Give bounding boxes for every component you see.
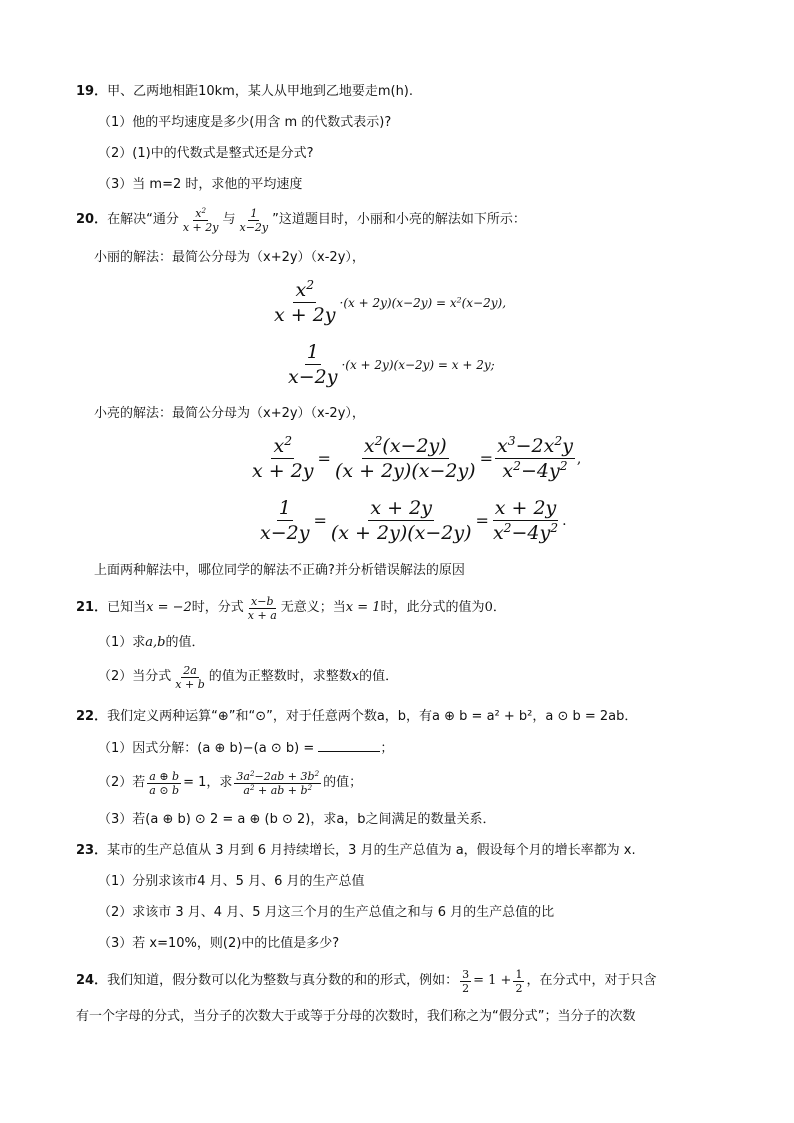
fraction-3-over-2: $\frac{3}{2}$ bbox=[462, 967, 470, 995]
question-number: 21． bbox=[76, 600, 108, 615]
q21-text-c: 无意义；当 bbox=[280, 600, 346, 615]
q20-stem bbox=[76, 203, 526, 237]
q24-equation: = 1 + bbox=[473, 973, 512, 988]
q21-part1-vars: a,b bbox=[145, 635, 166, 650]
q23-part1: （1）分别求该市4 月、5 月、6 月的生产总值 bbox=[98, 874, 365, 889]
q21-part1-b: 的值． bbox=[165, 635, 205, 650]
q21-text-a: 已知当 bbox=[107, 600, 147, 615]
q21-part2 bbox=[98, 660, 398, 694]
q22-stem-text: 我们定义两种运算“⊕”和“⊙”，对于任意两个数a，b，有a ⊕ b = a² + b²，a ⊙ b = 2ab． bbox=[107, 709, 638, 724]
fraction-quadratic-ratio: $\frac{3a^2-2ab + 3b^2}{a^2 + ab + b^2}$ bbox=[236, 768, 320, 797]
xiaoli-method: 小丽的解法：最简公分母为（x+2y）（x-2y）， bbox=[94, 250, 365, 265]
fraction-1-over-x-minus-2y: $\frac{1}{x-2y}$ bbox=[288, 341, 338, 388]
question-number: 24． bbox=[76, 973, 108, 988]
q19-stem bbox=[76, 82, 413, 102]
answer-blank[interactable] bbox=[318, 737, 380, 752]
fraction-x2-over-x-plus-2y: $\frac{x^2}{x + 2y}$ bbox=[182, 205, 219, 234]
fraction-1-over-x-minus-2y: $\frac{1}{x-2y}$ bbox=[239, 206, 269, 234]
q21-value: 0 bbox=[484, 600, 493, 615]
q22-stem bbox=[76, 707, 637, 727]
q24-line2: 有一个字母的分式，当分子的次数大于或等于分母的次数时，我们称之为“假分式”；当分子的次数 bbox=[76, 1009, 636, 1024]
q22-part3: （3）若(a ⊕ b) ⊙ 2 = a ⊕ (b ⊙ 2)，求a，b之间满足的数量关系． bbox=[98, 812, 496, 827]
q22-part1-b: ； bbox=[380, 741, 394, 756]
q21-part2-a: （2）当分式 bbox=[98, 669, 172, 684]
q21-text-b: 时，分式 bbox=[191, 600, 244, 615]
xiaoli-equation-1: $\frac{x^2}{x + 2y}$ $\cdot(x + 2y)(x-2y) = x^2(x-2y)$, bbox=[274, 278, 507, 326]
fraction-result-1: $\frac{x^3-2x^2y}{x^2-4y^2}$ bbox=[497, 434, 573, 482]
q20-intro-c: ”这道题目时，小丽和小亮的解法如下所示： bbox=[272, 212, 526, 227]
q21-text-e: ． bbox=[492, 600, 506, 615]
q23-stem-text: 某市的生产总值从 3 月到 6 月持续增长，3 月的生产总值为 a，假设每个月的增长率都为 x. bbox=[107, 843, 636, 858]
q21-part1-a: （1）求 bbox=[98, 635, 146, 650]
question-number: 20． bbox=[76, 212, 108, 227]
q24-stem bbox=[76, 963, 656, 999]
q21-part2-var: x bbox=[351, 669, 360, 684]
xiaoliang-method: 小亮的解法：最简公分母为（x+2y）（x-2y）， bbox=[94, 406, 365, 421]
q19-part3: （3）当 m=2 时，求他的平均速度 bbox=[98, 177, 303, 192]
q23-stem bbox=[76, 841, 636, 861]
q22-part1 bbox=[98, 737, 393, 759]
fraction-1-over-x-minus-2y: $\frac{1}{x-2y}$ bbox=[260, 497, 310, 544]
fraction-x2-over-x-plus-2y: $\frac{x^2}{x + 2y}$ bbox=[274, 278, 336, 326]
q21-text-d: 时，此分式的值为 bbox=[380, 600, 485, 615]
q22-part2 bbox=[98, 763, 362, 803]
q19-part2: （2）(1)中的代数式是整式还是分式? bbox=[98, 146, 314, 161]
fraction-x2-over-x-plus-2y: $\frac{x^2}{x + 2y}$ bbox=[252, 434, 314, 482]
xiaoli-equation-2: $\frac{1}{x-2y}$ ·(x + 2y)(x−2y) = x + 2y; bbox=[288, 341, 495, 388]
q20-intro-b: 与 bbox=[222, 212, 236, 227]
fraction-expanded-2: $\frac{x + 2y}{(x + 2y)(x-2y)}$ bbox=[330, 497, 472, 544]
q21-condition-2: x = 1 bbox=[345, 600, 381, 615]
q22-part2-c: 的值； bbox=[323, 775, 363, 790]
q21-part2-c: 的值． bbox=[359, 669, 399, 684]
question-number: 19． bbox=[76, 84, 108, 99]
fraction-x-minus-b-over-x-plus-a: $\frac{x-b}{x + a}$ bbox=[247, 594, 277, 622]
q20-intro-a: 在解决“通分 bbox=[107, 212, 179, 227]
fraction-expanded-1: $\frac{x^2(x-2y)}{(x + 2y)(x-2y)}$ bbox=[334, 434, 476, 482]
fraction-1-over-2: $\frac{1}{2}$ bbox=[515, 967, 523, 995]
q19-stem-text: 甲、乙两地相距10km，某人从甲地到乙地要走m(h). bbox=[107, 84, 414, 99]
q19-part1: （1）他的平均速度是多少(用含 m 的代数式表示)? bbox=[98, 115, 392, 130]
q21-part1 bbox=[98, 633, 205, 653]
xiaoliang-equation-1: $\frac{x^2}{x + 2y}$ = $\frac{x^2(x-2y)}{(x + 2y)(x-2y)}$ = $\frac{x^3-2x^2y}{x^2-4y^2}$ , bbox=[252, 434, 582, 482]
q23-part3: （3）若 x=10%，则(2)中的比值是多少? bbox=[98, 936, 340, 951]
fraction-oplus-over-odot: $\frac{a \oplus b}{a ⊙ b}$ bbox=[149, 769, 180, 797]
xiaoliang-equation-2: $\frac{1}{x-2y}$ = $\frac{x + 2y}{(x + 2y)(x-2y)}$ = $\frac{x + 2y}{x^2-4y^2}$ . bbox=[260, 497, 567, 544]
q21-stem bbox=[76, 591, 506, 625]
question-number: 23． bbox=[76, 843, 108, 858]
question-number: 22． bbox=[76, 709, 108, 724]
q22-part1-a: （1）因式分解：(a ⊕ b)−(a ⊙ b) = bbox=[98, 741, 319, 756]
q22-part2-b: = 1，求 bbox=[183, 775, 233, 790]
q22-part2-a: （2）若 bbox=[98, 775, 146, 790]
q24-text-b: ，在分式中，对于只含 bbox=[526, 973, 657, 988]
q23-part2: （2）求该市 3 月、4 月、5 月这三个月的生产总值之和与 6 月的生产总值的比 bbox=[98, 905, 555, 920]
q20-question: 上面两种解法中，哪位同学的解法不正确?并分析错误解法的原因 bbox=[94, 563, 465, 578]
q24-text-a: 我们知道，假分数可以化为整数与真分数的和的形式，例如： bbox=[107, 973, 459, 988]
q21-part2-b: 的值为正整数时，求整数 bbox=[208, 669, 352, 684]
fraction-result-2: $\frac{x + 2y}{x^2-4y^2}$ bbox=[492, 497, 559, 544]
fraction-2a-over-x-plus-b: $\frac{2a}{x + b}$ bbox=[175, 663, 205, 691]
q21-condition-1: x = −2 bbox=[146, 600, 192, 615]
